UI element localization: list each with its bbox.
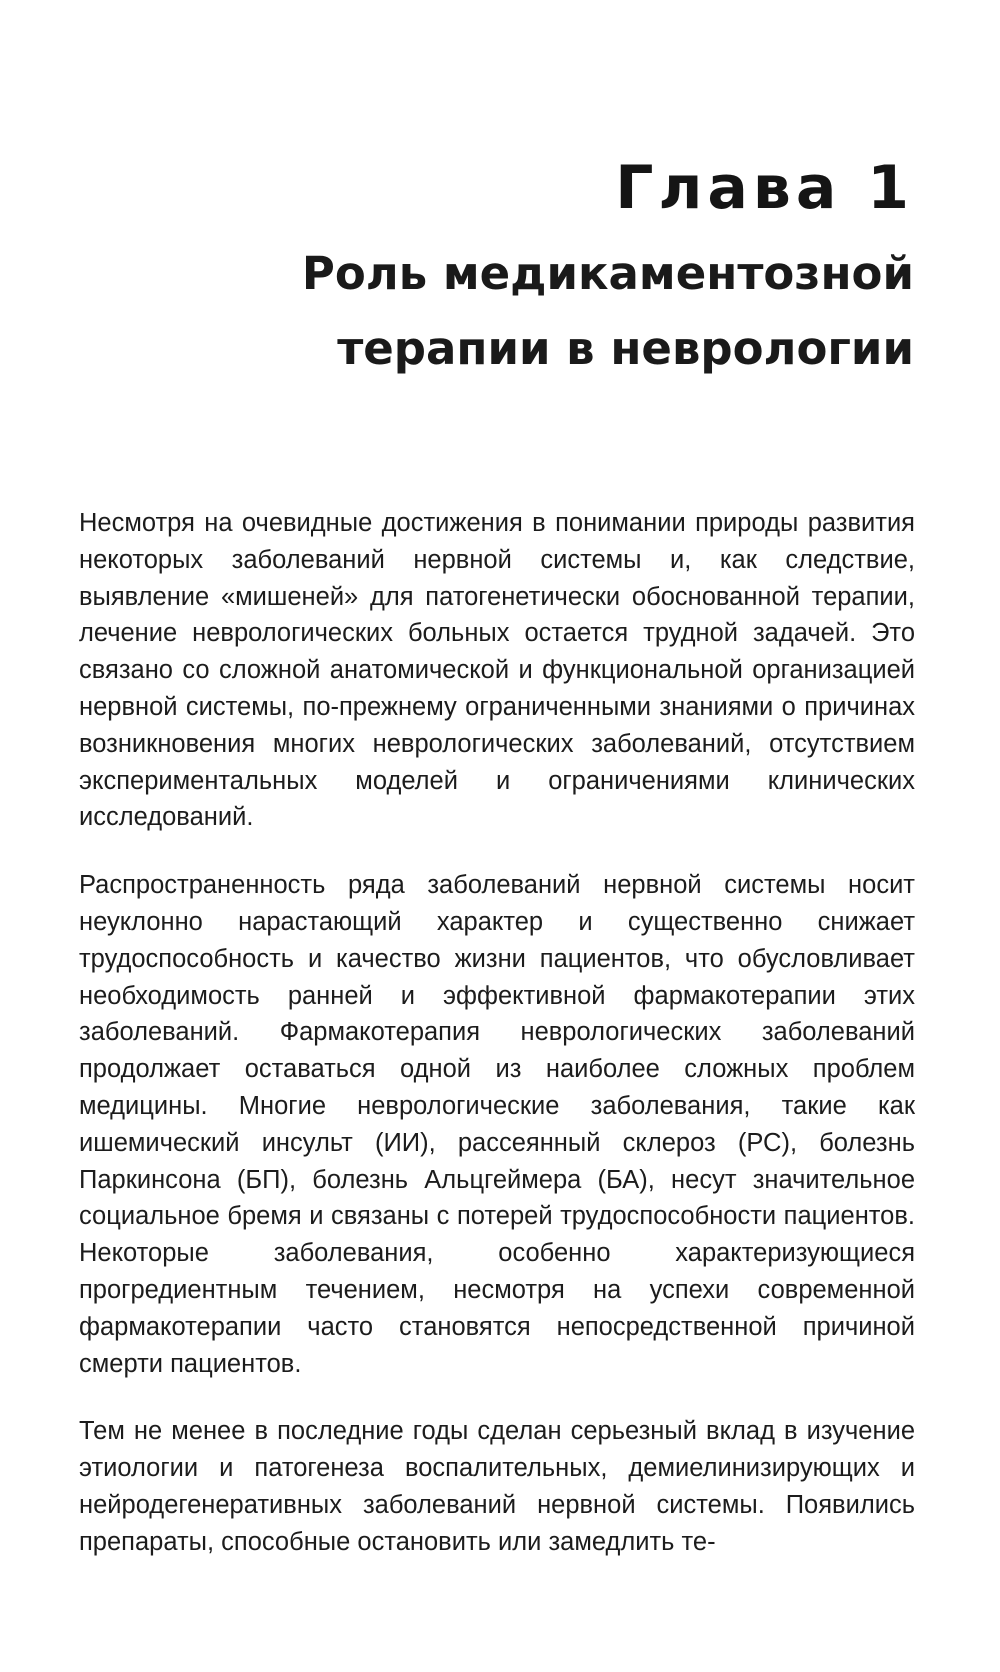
- paragraph-3: Тем не менее в последние годы сделан серьезный вклад в изучение этиологии и патогенеза воспалительных, демиелинизирующих и нейродегенеративных заболеваний нервной системы. Появились препараты, способные остановить или замедлить те-: [79, 1417, 915, 1556]
- chapter-title-line-2: терапии в неврологии: [337, 322, 914, 375]
- paragraph-1: Несмотря на очевидные достижения в понимании природы развития некоторых заболеваний нервной системы и, как следствие, выявление «мишеней» для патогенетически обоснованной терапии, лечение неврологических больных остается трудной задачей. Это связано со сложной анатомической и функциональной организацией нервной системы, по-прежнему ограниченными знаниями о причинах возникновения многих неврологических заболеваний, отсутствием экспериментальных моделей и ограничениями клинических исследований.: [79, 509, 915, 832]
- chapter-title: [302, 236, 914, 386]
- chapter-title-line-1: Роль медикаментозной: [301, 247, 914, 300]
- chapter-body: [79, 505, 915, 1561]
- paragraph-2: Распространенность ряда заболеваний нервной системы носит неуклонно нарастающий характер и существенно снижает трудоспособность и качество жизни пациентов, что обусловливает необходимость ранней и эффективной фармакотерапии этих заболеваний. Фармакотерапия неврологических заболеваний продолжает оставаться одной из наиболее сложных проблем медицины. Многие неврологические заболевания, такие как ишемический инсульт (ИИ), рассеянный склероз (РС), болезнь Паркинсона (БП), болезнь Альцгеймера (БА), несут значительное социальное бремя и связаны с потерей трудоспособности пациентов. Некоторые заболевания, особенно характеризующиеся прогредиентным течением, несмотря на успехи современной фармакотерапии часто становятся непосредственной причиной смерти пациентов.: [79, 871, 915, 1378]
- chapter-number: Глава 1: [615, 153, 914, 223]
